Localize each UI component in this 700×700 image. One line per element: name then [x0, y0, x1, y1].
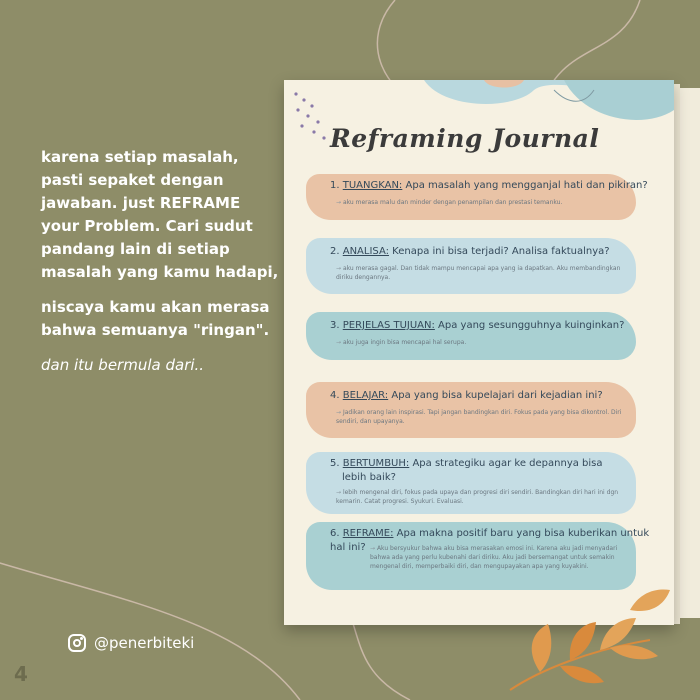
journal-item-5: [306, 452, 636, 514]
arrow-icon: →: [336, 489, 343, 496]
instagram-icon: [68, 634, 86, 652]
answer-4: → Jadikan orang lain inspirasi. Tapi jangan bandingkan diri. Fokus pada yang bisa dikontrol. Diri sendiri, dan upayanya.: [336, 409, 622, 425]
answer-3: → aku juga ingin bisa mencapai hal serupa.: [336, 339, 467, 346]
journal-title: Reframing Journal: [330, 124, 600, 153]
social-handle-block[interactable]: [68, 634, 194, 652]
question-3: 3. PERJELAS TUJUAN: Apa yang sesungguhnya kuinginkan?: [330, 320, 625, 331]
arrow-icon: →: [336, 409, 343, 416]
question-6-line2: hal ini?: [330, 542, 366, 553]
page-number: 4: [14, 662, 28, 686]
arrow-icon: →: [336, 199, 343, 206]
arrow-icon: →: [336, 339, 343, 346]
journal-item-2: [306, 238, 636, 296]
question-2: 2. ANALISA: Kenapa ini bisa terjadi? Analisa faktualnya?: [330, 246, 610, 257]
journal-item-4: [306, 382, 636, 440]
journal-item-1: [306, 174, 648, 224]
journal-book-page: [284, 80, 674, 625]
closing-paragraph: dan itu bermula dari..: [41, 356, 205, 374]
second-paragraph: niscaya kamu akan merasa bahwa semuanya "ringan".: [41, 298, 270, 339]
answer-1: → aku merasa malu dan minder dengan penampilan dan prestasi temanku.: [336, 199, 563, 206]
book-next-page: [680, 88, 700, 618]
arrow-icon: →: [336, 265, 343, 272]
answer-6: → Aku bersyukur bahwa aku bisa merasakan emosi ini. Karena aku jadi menyadari bahwa ada yang perlu kubenahi dari diriku. Aku jadi bersemangat untuk semakin mengenal diri, memperbaiki diri, dan mengupayakan apa yang kuyakini.: [370, 545, 618, 570]
intro-paragraph: karena setiap masalah, pasti sepaket dengan jawaban. just REFRAME your Problem. Cari sudut pandang lain di setiap masalah yang kamu hadapi,: [41, 148, 279, 281]
question-4: 4. BELAJAR: Apa yang bisa kupelajari dari kejadian ini?: [330, 390, 603, 401]
question-5-line2: lebih baik?: [342, 472, 396, 483]
answer-5: → lebih mengenal diri, fokus pada upaya dan progresi diri sendiri. Bandingkan diri hari ini dgn kemarin. Catat progresi. Syukuri. Evaluasi.: [336, 489, 619, 505]
arrow-icon: →: [370, 545, 377, 552]
leaves-decoration: [470, 580, 700, 700]
journal-item-3: [306, 312, 636, 362]
question-5: 5. BERTUMBUH: Apa strategiku agar ke depannya bisa: [330, 458, 603, 469]
social-handle: @penerbiteki: [94, 634, 195, 652]
question-1: 1. TUANGKAN: Apa masalah yang mengganjal hati dan pikiran?: [330, 180, 648, 191]
left-text-panel: [41, 146, 281, 377]
question-6: 6. REFRAME: Apa makna positif baru yang bisa kuberikan untuk: [330, 528, 650, 539]
answer-2: → aku merasa gagal. Dan tidak mampu mencapai apa yang ia dapatkan. Aku membandingkan diriku dengannya.: [336, 265, 621, 281]
